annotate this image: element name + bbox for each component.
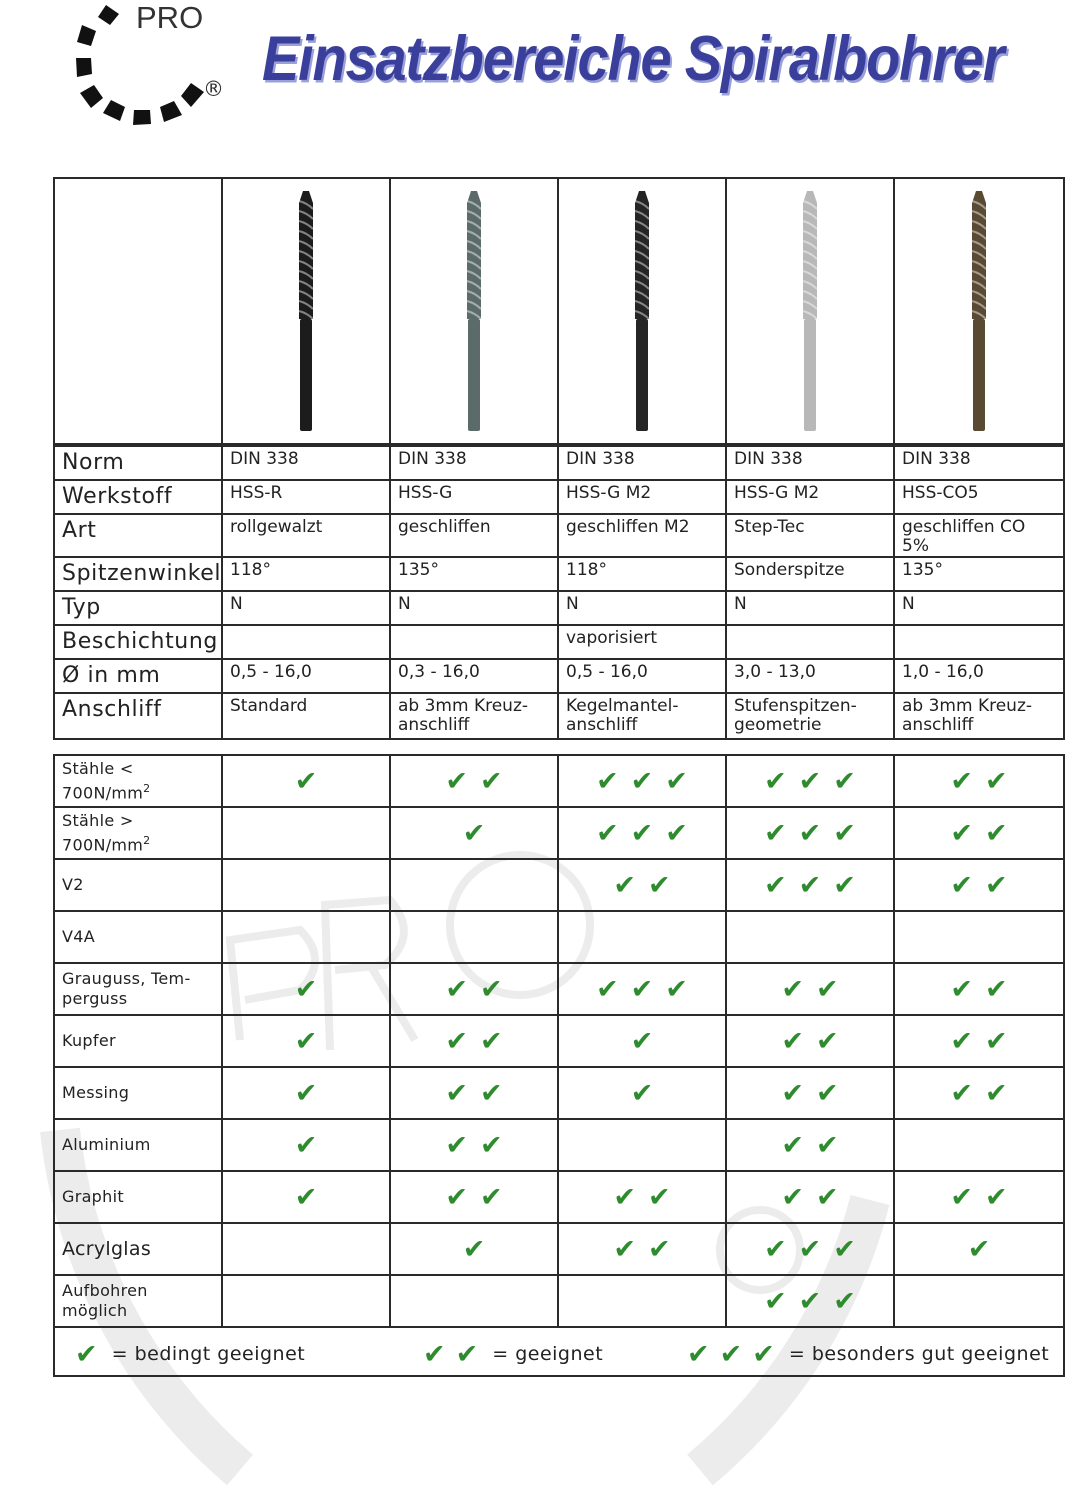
spec-cell-werkstoff: HSS-CO5	[894, 480, 1064, 514]
twist-drill-icon	[291, 189, 321, 434]
suitability-row	[54, 1119, 1064, 1171]
spec-cell-typ: N	[558, 591, 726, 625]
checkmark-icon: ✔✔✔	[764, 869, 868, 901]
anschliff-line-2: anschliff	[566, 715, 638, 735]
rating-cell	[390, 1223, 558, 1275]
checkmark-icon: ✔✔	[950, 869, 1020, 901]
spec-cell-norm: DIN 338	[390, 445, 558, 480]
spec-row-anschliff	[54, 693, 1064, 739]
superscript: 2	[143, 781, 151, 795]
legend-item-two	[423, 1339, 603, 1370]
spec-cell-norm: DIN 338	[558, 445, 726, 480]
suitability-row	[54, 963, 1064, 1015]
anschliff-line-1: ab 3mm Kreuz-	[902, 696, 1033, 716]
checkmark-icon: ✔✔	[781, 1025, 851, 1057]
rating-cell	[222, 1275, 390, 1327]
material-name-line-2: perguss	[62, 989, 128, 1008]
rating-cell	[390, 1067, 558, 1119]
rating-cell	[558, 1275, 726, 1327]
spec-cell-durchmesser: 0,5 - 16,0	[222, 659, 390, 693]
twist-drill-icon	[459, 189, 489, 434]
rating-cell	[222, 911, 390, 963]
rating-cell	[726, 1015, 894, 1067]
material-label	[54, 755, 222, 807]
rating-cell	[222, 859, 390, 911]
checkmark-icon: ✔✔	[613, 1181, 683, 1213]
rating-cell	[894, 1223, 1064, 1275]
checkmark-icon: ✔✔	[613, 1233, 683, 1265]
spec-label-typ: Typ	[54, 591, 222, 625]
rating-cell	[726, 755, 894, 807]
rating-cell	[222, 1119, 390, 1171]
suitability-row	[54, 1015, 1064, 1067]
checkmark-icon: ✔✔	[950, 817, 1020, 849]
rating-cell	[894, 807, 1064, 859]
spec-table	[53, 177, 1065, 740]
material-label	[54, 1171, 222, 1223]
checkmark-icon: ✔✔	[445, 1129, 515, 1161]
rating-cell	[726, 1275, 894, 1327]
material-name: V4A	[62, 927, 95, 946]
drill-image-cell	[558, 178, 726, 445]
spec-row-norm	[54, 445, 1064, 480]
checkmark-icon: ✔✔	[445, 973, 515, 1005]
spec-cell-norm: DIN 338	[222, 445, 390, 480]
rating-cell	[558, 1223, 726, 1275]
rating-cell	[558, 1067, 726, 1119]
spec-cell-spitzenwinkel: 135°	[390, 557, 558, 591]
material-label	[54, 859, 222, 911]
spec-cell-typ: N	[726, 591, 894, 625]
rating-cell	[726, 963, 894, 1015]
spec-cell-durchmesser: 0,5 - 16,0	[558, 659, 726, 693]
suitability-row	[54, 807, 1064, 859]
legend-item-one	[75, 1339, 305, 1370]
spec-cell-anschliff	[390, 693, 558, 739]
rating-cell	[726, 1119, 894, 1171]
registered-mark: ®	[203, 77, 224, 101]
legend-text: = bedingt geeignet	[111, 1343, 306, 1365]
rating-cell	[222, 1223, 390, 1275]
material-name: Stähle > 700N/mm	[62, 810, 144, 855]
spec-cell-spitzenwinkel: 135°	[894, 557, 1064, 591]
rating-cell	[222, 1015, 390, 1067]
checkmark-icon: ✔✔✔	[764, 765, 868, 797]
checkmark-icon: ✔	[294, 1181, 330, 1213]
twist-drill-icon	[964, 189, 994, 434]
spec-cell-art: Step-Tec	[726, 514, 894, 557]
checkmark-icon: ✔✔	[950, 1181, 1020, 1213]
checkmark-icon: ✔✔	[445, 765, 515, 797]
material-label	[54, 1223, 222, 1275]
spec-cell-werkstoff: HSS-G M2	[558, 480, 726, 514]
legend-text: = besonders gut geeignet	[788, 1343, 1050, 1365]
rating-cell	[390, 1015, 558, 1067]
anschliff-line-2: anschliff	[398, 715, 470, 735]
suitability-table	[53, 754, 1065, 1377]
spec-cell-anschliff	[894, 693, 1064, 739]
anschliff-line-1: Standard	[230, 696, 308, 716]
material-name: Kupfer	[62, 1031, 116, 1050]
anschliff-line-1: Kegelmantel-	[566, 696, 679, 716]
rating-cell	[222, 1067, 390, 1119]
spec-row-durchmesser	[54, 659, 1064, 693]
material-name: Aluminium	[62, 1135, 151, 1154]
rating-cell	[390, 963, 558, 1015]
checkmark-icon: ✔	[462, 817, 498, 849]
spec-cell-spitzenwinkel: Sonderspitze	[726, 557, 894, 591]
material-name: V2	[62, 875, 84, 894]
checkmark-icon: ✔✔	[781, 1181, 851, 1213]
checkmark-icon: ✔✔	[423, 1339, 489, 1370]
checkmark-icon: ✔	[294, 1025, 330, 1057]
spec-cell-anschliff	[726, 693, 894, 739]
spec-row-spitzenwinkel	[54, 557, 1064, 591]
legend-item-three	[687, 1339, 1049, 1370]
rating-cell	[390, 1171, 558, 1223]
suitability-row	[54, 911, 1064, 963]
checkmark-icon: ✔✔✔	[764, 817, 868, 849]
spec-cell-werkstoff: HSS-G M2	[726, 480, 894, 514]
checkmark-icon: ✔✔	[781, 973, 851, 1005]
spec-cell-durchmesser: 1,0 - 16,0	[894, 659, 1064, 693]
material-name-line-2: möglich	[62, 1301, 128, 1320]
rating-cell	[222, 755, 390, 807]
suitability-row	[54, 859, 1064, 911]
rating-cell	[894, 1015, 1064, 1067]
material-name: Stähle < 700N/mm	[62, 758, 144, 803]
checkmark-icon: ✔✔	[950, 1025, 1020, 1057]
checkmark-icon: ✔✔	[445, 1077, 515, 1109]
material-label	[54, 807, 222, 859]
rating-cell	[894, 1067, 1064, 1119]
rating-cell	[894, 1171, 1064, 1223]
rating-cell	[390, 1275, 558, 1327]
rating-cell	[726, 859, 894, 911]
rating-cell	[726, 911, 894, 963]
drill-image-cell	[894, 178, 1064, 445]
spec-cell-werkstoff: HSS-G	[390, 480, 558, 514]
spec-label-durchmesser: Ø in mm	[54, 659, 222, 693]
spec-cell-durchmesser: 0,3 - 16,0	[390, 659, 558, 693]
spec-cell-norm: DIN 338	[894, 445, 1064, 480]
twist-drill-icon	[627, 189, 657, 434]
material-name: Graphit	[62, 1187, 124, 1206]
spec-cell-beschichtung	[894, 625, 1064, 659]
drill-image-cell	[390, 178, 558, 445]
rating-cell	[894, 859, 1064, 911]
anschliff-line-1: Stufenspitzen-	[734, 696, 857, 716]
checkmark-icon: ✔✔✔	[596, 973, 700, 1005]
rating-cell	[222, 807, 390, 859]
suitability-row	[54, 1223, 1064, 1275]
anschliff-line-2: geometrie	[734, 715, 822, 735]
spec-cell-spitzenwinkel: 118°	[558, 557, 726, 591]
rating-cell	[894, 1119, 1064, 1171]
spec-cell-beschichtung	[222, 625, 390, 659]
rating-cell	[390, 911, 558, 963]
spec-cell-werkstoff: HSS-R	[222, 480, 390, 514]
spec-cell-typ: N	[894, 591, 1064, 625]
spec-label-spitzenwinkel: Spitzenwinkel	[54, 557, 222, 591]
material-label	[54, 963, 222, 1015]
rating-cell	[558, 807, 726, 859]
material-label	[54, 1275, 222, 1327]
spec-cell-anschliff	[558, 693, 726, 739]
spec-cell-art: geschliffen	[390, 514, 558, 557]
material-name: Grauguss, Tem-	[62, 969, 191, 988]
checkmark-icon: ✔✔✔	[687, 1339, 785, 1370]
rating-cell	[390, 1119, 558, 1171]
spec-cell-beschichtung: vaporisiert	[558, 625, 726, 659]
rating-cell	[390, 755, 558, 807]
spec-cell-norm: DIN 338	[726, 445, 894, 480]
spec-label-art: Art	[54, 514, 222, 557]
rating-cell	[558, 1119, 726, 1171]
spec-cell-spitzenwinkel: 118°	[222, 557, 390, 591]
checkmark-icon: ✔	[630, 1025, 666, 1057]
rating-cell	[894, 911, 1064, 963]
rating-cell	[558, 1171, 726, 1223]
material-label	[54, 1067, 222, 1119]
legend-text: = geeignet	[492, 1343, 604, 1365]
checkmark-icon: ✔	[294, 1077, 330, 1109]
rating-cell	[222, 1171, 390, 1223]
rating-cell	[894, 1275, 1064, 1327]
spec-row-beschichtung	[54, 625, 1064, 659]
checkmark-icon: ✔✔✔	[764, 1233, 868, 1265]
material-label	[54, 911, 222, 963]
rating-cell	[390, 807, 558, 859]
rating-cell	[726, 1067, 894, 1119]
spec-cell-art: geschliffen M2	[558, 514, 726, 557]
empty-corner-cell	[54, 178, 222, 445]
checkmark-icon: ✔	[294, 1129, 330, 1161]
checkmark-icon: ✔	[462, 1233, 498, 1265]
spec-cell-typ: N	[222, 591, 390, 625]
rating-cell	[558, 911, 726, 963]
logo-text: PRO	[136, 0, 204, 35]
spec-cell-anschliff	[222, 693, 390, 739]
spec-label-beschichtung: Beschichtung	[54, 625, 222, 659]
material-name: Aufbohren	[62, 1281, 148, 1300]
rating-cell	[558, 1015, 726, 1067]
superscript: 2	[143, 833, 151, 847]
suitability-row	[54, 755, 1064, 807]
legend-row	[54, 1327, 1064, 1376]
rating-cell	[558, 755, 726, 807]
checkmark-icon: ✔	[294, 973, 330, 1005]
page-title: Einsatzbereiche Spiralbohrer	[262, 23, 1004, 94]
spec-label-anschliff: Anschliff	[54, 693, 222, 739]
anschliff-line-1: ab 3mm Kreuz-	[398, 696, 529, 716]
checkmark-icon: ✔✔	[950, 973, 1020, 1005]
anschliff-line-2: anschliff	[902, 715, 974, 735]
drill-image-cell	[726, 178, 894, 445]
checkmark-icon: ✔	[75, 1339, 108, 1370]
suitability-row	[54, 1067, 1064, 1119]
material-label	[54, 1119, 222, 1171]
checkmark-icon: ✔✔✔	[596, 817, 700, 849]
spec-cell-art: geschliffen CO 5%	[894, 514, 1064, 557]
checkmark-icon: ✔✔	[950, 1077, 1020, 1109]
checkmark-icon: ✔✔	[613, 869, 683, 901]
drill-image-row	[54, 178, 1064, 445]
checkmark-icon: ✔✔✔	[596, 765, 700, 797]
spec-cell-durchmesser: 3,0 - 13,0	[726, 659, 894, 693]
spec-row-werkstoff	[54, 480, 1064, 514]
rating-cell	[558, 859, 726, 911]
rating-cell	[726, 1223, 894, 1275]
spec-row-art	[54, 514, 1064, 557]
rating-cell	[390, 859, 558, 911]
checkmark-icon: ✔✔	[950, 765, 1020, 797]
spec-cell-art: rollgewalzt	[222, 514, 390, 557]
checkmark-icon: ✔	[294, 765, 330, 797]
rating-cell	[726, 807, 894, 859]
rating-cell	[726, 1171, 894, 1223]
checkmark-icon: ✔	[630, 1077, 666, 1109]
material-name: Messing	[62, 1083, 130, 1102]
suitability-row	[54, 1275, 1064, 1327]
twist-drill-icon	[795, 189, 825, 434]
checkmark-icon: ✔✔	[781, 1077, 851, 1109]
spec-label-norm: Norm	[54, 445, 222, 480]
checkmark-icon: ✔✔	[781, 1129, 851, 1161]
spec-cell-beschichtung	[726, 625, 894, 659]
rating-cell	[222, 963, 390, 1015]
checkmark-icon: ✔✔	[445, 1181, 515, 1213]
checkmark-icon: ✔✔	[445, 1025, 515, 1057]
checkmark-icon: ✔✔✔	[764, 1285, 868, 1317]
spec-cell-typ: N	[390, 591, 558, 625]
spec-cell-beschichtung	[390, 625, 558, 659]
drill-image-cell	[222, 178, 390, 445]
rating-cell	[558, 963, 726, 1015]
checkmark-icon: ✔	[967, 1233, 1003, 1265]
spec-row-typ	[54, 591, 1064, 625]
spec-label-werkstoff: Werkstoff	[54, 480, 222, 514]
rating-cell	[894, 963, 1064, 1015]
rating-cell	[894, 755, 1064, 807]
suitability-row	[54, 1171, 1064, 1223]
legend	[54, 1327, 1064, 1376]
material-label	[54, 1015, 222, 1067]
pro-logo-icon	[70, 0, 240, 130]
material-name: Acrylglas	[62, 1238, 152, 1260]
